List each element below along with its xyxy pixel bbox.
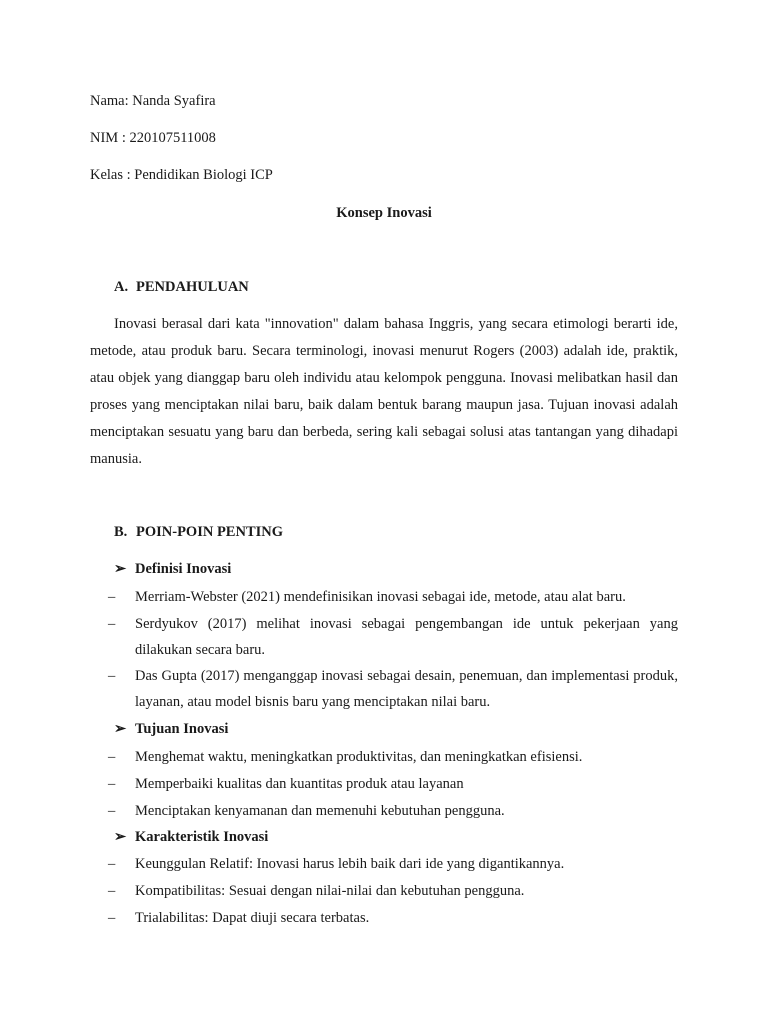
list-item [108,878,678,904]
student-class: Kelas : Pendidikan Biologi ICP [90,167,273,183]
subheading-tujuan [114,721,228,738]
list-item [108,905,678,931]
subheading-label: Karakteristik Inovasi [135,829,269,845]
list-item [108,584,678,610]
dash-bullet: – [108,749,116,765]
arrow-bullet-icon: ➢ [114,721,127,737]
dash-bullet: – [108,616,116,632]
student-name: Nama: Nanda Syafira [90,93,216,109]
list-item [108,663,678,715]
student-nim: NIM : 220107511008 [90,130,216,146]
subheading-karakteristik [114,829,268,846]
dash-bullet: – [108,910,116,926]
dash-bullet: – [108,803,116,819]
subheading-definisi [114,561,231,578]
section-a-paragraph: Inovasi berasal dari kata "innovation" dalam bahasa Inggris, yang secara etimologi berarti ide, metode, atau produk baru. Secara terminologi, inovasi menurut Rogers (2003) adalah ide, praktik, atau objek yang dianggap baru oleh individu atau kelompok pengguna. Inovasi melibatkan hasil dan proses yang menciptakan nilai baru, baik dalam bentuk barang maupun jasa. Tujuan inovasi adalah menciptakan sesuatu yang baru dan berbeda, sering kali sebagai solusi atas tantangan yang dihadapi manusia. [90,316,678,467]
dash-bullet: – [108,856,116,872]
document-title: Konsep Inovasi [336,205,432,221]
list-item-text: Menghemat waktu, meningkatkan produktivitas, dan meningkatkan efisiensi. [135,749,583,765]
list-item [108,851,678,877]
list-item-text: Keunggulan Relatif: Inovasi harus lebih baik dari ide yang digantikannya. [135,856,565,872]
list-item-text: Trialabilitas: Dapat diuji secara terbatas. [135,910,370,926]
subheading-label: Tujuan Inovasi [135,721,229,737]
list-item-text: Merriam-Webster (2021) mendefinisikan inovasi sebagai ide, metode, atau alat baru. [135,589,626,605]
list-item-text: Menciptakan kenyamanan dan memenuhi kebutuhan pengguna. [135,803,505,819]
section-b-letter: B. [114,524,128,540]
section-a-heading [114,279,249,296]
list-item [108,744,678,770]
list-item [108,798,678,824]
list-item [108,611,678,663]
list-item-text: Serdyukov (2017) melihat inovasi sebagai pengembangan ide untuk pekerjaan yang dilakukan secara baru. [135,616,678,658]
list-item-text: Das Gupta (2017) menganggap inovasi sebagai desain, penemuan, dan implementasi produk, layanan, atau model bisnis baru yang menciptakan nilai baru. [135,668,678,710]
arrow-bullet-icon: ➢ [114,561,127,577]
list-item-text: Memperbaiki kualitas dan kuantitas produk atau layanan [135,776,464,792]
subheading-label: Definisi Inovasi [135,561,232,577]
list-item [108,771,678,797]
section-a-title: PENDAHULUAN [136,279,249,295]
arrow-bullet-icon: ➢ [114,829,127,845]
section-b-heading [114,524,283,541]
dash-bullet: – [108,776,116,792]
list-item-text: Kompatibilitas: Sesuai dengan nilai-nilai dan kebutuhan pengguna. [135,883,525,899]
section-b-title: POIN-POIN PENTING [136,524,284,540]
section-a-letter: A. [114,279,129,295]
dash-bullet: – [108,883,116,899]
dash-bullet: – [108,589,116,605]
dash-bullet: – [108,668,116,684]
